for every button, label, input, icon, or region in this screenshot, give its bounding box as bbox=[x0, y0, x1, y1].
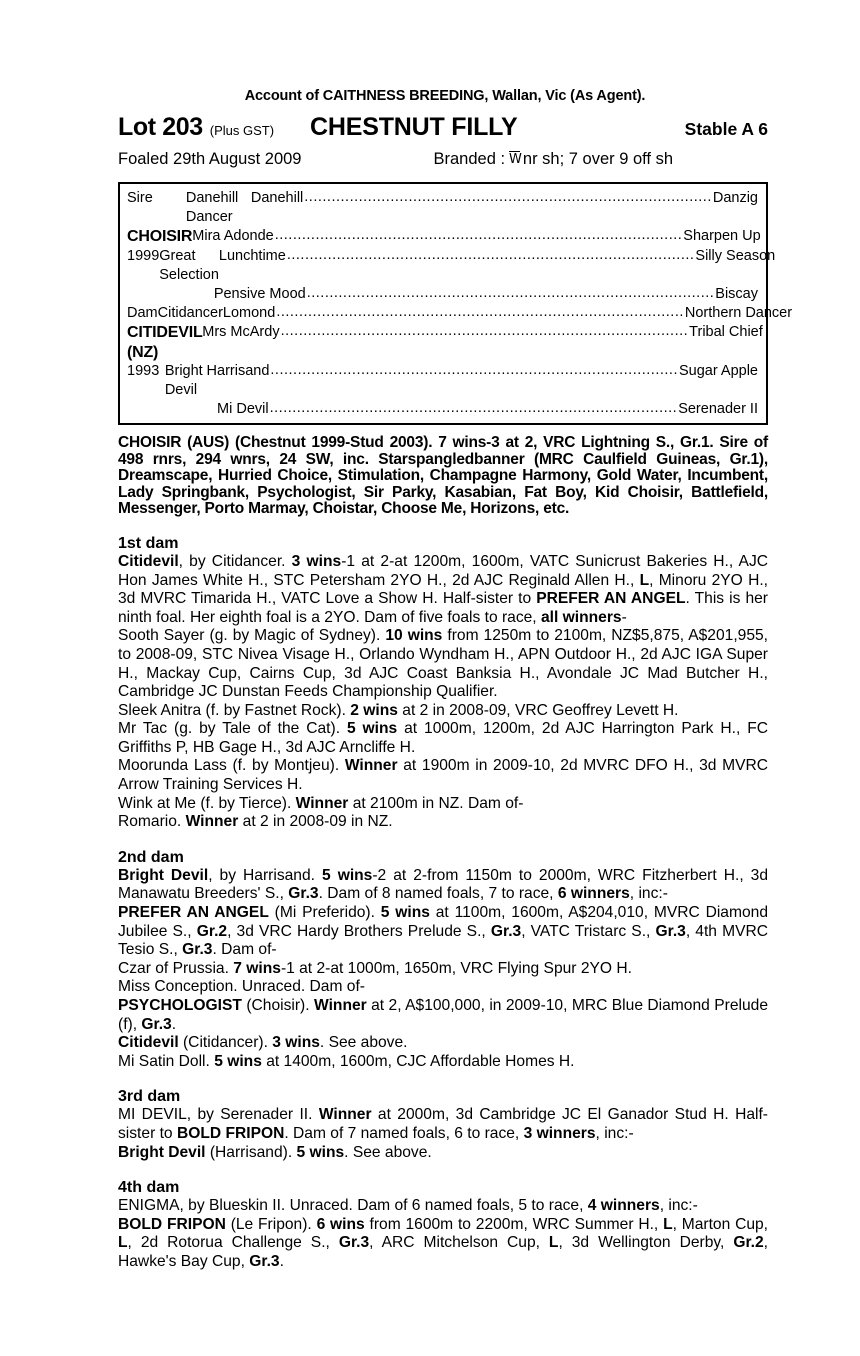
pedigree-cell-gen3 bbox=[207, 362, 766, 400]
pedigree-cell-gen3 bbox=[217, 400, 766, 419]
fourth-dam-heading: 4th dam bbox=[118, 1179, 180, 1197]
fourth-dam-main: ENIGMA, by Blueskin II. Unraced. Dam of 6 named foals, 5 to race, 4 winners, inc:- bbox=[118, 1197, 698, 1215]
first-dam-progeny-list bbox=[118, 627, 768, 832]
pedigree-cell-gen1: 1999 bbox=[127, 247, 160, 264]
pedigree-ancestor-name: Mrs McArdy bbox=[202, 324, 280, 341]
brand-mark-icon: W bbox=[509, 152, 520, 167]
second-dam-entry-list bbox=[118, 904, 768, 1071]
leader-dots: .......................................................................................... bbox=[274, 227, 683, 244]
second-dam-heading: 2nd dam bbox=[118, 848, 184, 866]
pedigree-ancestor-name: Mira Adonde bbox=[192, 228, 274, 245]
pedigree-ancestor-sire: Silly Season bbox=[695, 247, 776, 264]
pedigree-cell-gen1 bbox=[120, 400, 170, 419]
pedigree-ancestor-name: Lunchtime bbox=[218, 247, 286, 264]
lot-header-row bbox=[0, 113, 860, 142]
pedigree-cell-gen1: 1993 bbox=[127, 362, 160, 379]
pedigree-cell-gen2: Great Selection bbox=[159, 247, 219, 283]
pedigree-cell-gen1 bbox=[120, 285, 168, 304]
dam-entry: Mi Satin Doll. 5 wins at 1400m, 1600m, CJC Affordable Homes H. bbox=[118, 1052, 575, 1070]
pedigree-row bbox=[120, 227, 766, 246]
third-dam-block bbox=[118, 1106, 768, 1162]
stable-label: Stable A 6 bbox=[684, 119, 768, 139]
leader-dots: .......................................................................................... bbox=[280, 323, 689, 340]
first-dam-block bbox=[118, 553, 768, 832]
foaled-and-brand-row bbox=[0, 150, 860, 169]
branded-detail: nr sh; 7 over 9 off sh bbox=[522, 150, 674, 168]
progeny-sub-entry: Romario. Winner at 2 in 2008-09 in NZ. bbox=[118, 813, 393, 831]
fourth-dam-block bbox=[118, 1197, 768, 1271]
pedigree-ancestor-sire: Tribal Chief bbox=[689, 324, 763, 341]
third-dam-entry: Bright Devil (Harrisand). 5 wins. See above. bbox=[118, 1143, 432, 1161]
account-line: Account of CAITHNESS BREEDING, Wallan, Vic (As Agent). bbox=[244, 88, 646, 104]
progeny-entry: Wink at Me (f. by Tierce). Winner at 2100m in NZ. Dam of- bbox=[118, 794, 524, 812]
foaled-date: Foaled 29th August 2009 bbox=[118, 150, 302, 168]
pedigree-cell-gen2: Bright Devil bbox=[164, 362, 203, 399]
pedigree-ancestor-sire: Biscay bbox=[715, 286, 758, 303]
pedigree-cell-gen3 bbox=[219, 247, 783, 285]
pedigree-row bbox=[120, 246, 776, 285]
pedigree-ancestor-sire: Sugar Apple bbox=[678, 362, 758, 379]
dam-entry: PSYCHOLOGIST (Choisir). Winner at 2, A$100,000, in 2009-10, MRC Blue Diamond Prelude (f), Gr.3. bbox=[118, 997, 768, 1033]
pedigree-cell-gen1: CHOISIR bbox=[127, 228, 193, 246]
first-dam-heading: 1st dam bbox=[118, 534, 179, 552]
pedigree-ancestor-name: Danehill bbox=[250, 190, 304, 206]
dam-entry: Czar of Prussia. 7 wins-1 at 2-at 1000m, 1650m, VRC Flying Spur 2YO H. bbox=[118, 959, 632, 977]
pedigree-row bbox=[120, 285, 766, 304]
pedigree-row bbox=[120, 400, 766, 419]
gst-note: (Plus GST) bbox=[209, 123, 275, 138]
fourth-dam-entry: BOLD FRIPON (Le Fripon). 6 wins from 1600m to 2200m, WRC Summer H., L, Marton Cup, L, 2d Rotorua Challenge S., Gr.3, ARC Mitchelson Cup, L, 3d Wellington Derby, Gr.2, Hawke's Bay Cup, Gr.3. bbox=[118, 1215, 769, 1270]
progeny-entry: Mr Tac (g. by Tale of the Cat). 5 wins at 1000m, 1200m, 2d AJC Harrington Park H., FC Griffiths P, HB Gage H., 3d AJC Arncliffe H. bbox=[118, 720, 768, 756]
progeny-entry: Moorunda Lass (f. by Montjeu). Winner at 1900m in 2009-10, 2d MVRC DFO H., 3d MVRC Arrow Training Services H. bbox=[118, 757, 768, 794]
pedigree-row bbox=[120, 304, 793, 323]
dam-entry: Citidevil (Citidancer). 3 wins. See above. bbox=[118, 1034, 408, 1052]
branded-group bbox=[433, 150, 673, 169]
pedigree-cell-gen1: Sire bbox=[127, 190, 153, 206]
pedigree-cell-gen2 bbox=[170, 400, 217, 419]
sire-summary-paragraph: CHOISIR (AUS) (Chestnut 1999-Stud 2003). 7 wins-3 at 2, VRC Lightning S., Gr.1. Sire of 498 rnrs, 294 wnrs, 24 SW, inc. Starspangledbanner (MRC Caulfield Guineas, Gr.1), Dreamscape, Hurried Choice, Stimulation, Champagne Harmony, Gold Water, Incumbent, Lady Springbank, Psychologist, Sir Parky, Kasabian, Fat Boy, Kid Choisir, Battlefield, Messenger, Porto Marmay, Choistar, Choose Me, Horizons, etc. bbox=[118, 434, 768, 518]
leader-dots: .......................................................................................... bbox=[286, 246, 695, 263]
dam-entry: PREFER AN ANGEL (Mi Preferido). 5 wins at 1100m, 1600m, A$204,010, MVRC Diamond Jubilee S., Gr.2, 3d VRC Hardy Brothers Prelude S., Gr.3, VATC Tristarc S., Gr.3, 4th MVRC Tesio S., Gr.3. Dam of- bbox=[118, 904, 768, 959]
third-dam-main: MI DEVIL, by Serenader II. Winner at 2000m, 3d Cambridge JC El Ganador Stud H. Half-sister to BOLD FRIPON. Dam of 7 named foals, 6 to race, 3 winners, inc:- bbox=[118, 1106, 768, 1142]
leader-dots: .......................................................................................... bbox=[276, 304, 684, 321]
branded-label: Branded : bbox=[433, 150, 506, 168]
lot-number: Lot 203 bbox=[118, 113, 203, 141]
pedigree-cell-gen2: Citidancer bbox=[157, 305, 223, 322]
pedigree-cell-gen3 bbox=[214, 285, 766, 304]
pedigree-cell-gen3 bbox=[202, 323, 771, 361]
pedigree-ancestor-name: Harrisand bbox=[206, 362, 270, 379]
pedigree-cell-gen1: Dam bbox=[127, 305, 158, 322]
pedigree-ancestor-sire: Serenader II bbox=[678, 401, 758, 418]
pedigree-ancestor-sire: Northern Dancer bbox=[684, 305, 793, 322]
pedigree-row bbox=[120, 189, 766, 227]
second-dam-block bbox=[118, 867, 768, 1072]
pedigree-ancestor-name: Pensive Mood bbox=[213, 286, 306, 303]
pedigree-cell-gen3 bbox=[192, 227, 768, 246]
first-dam-main: Citidevil, by Citidancer. 3 wins-1 at 2-at 1200m, 1600m, VATC Sunicrust Bakeries H., AJC Hon James White H., STC Petersham 2YO H., 2d AJC Reginald Allen H., L, Minoru 2YO H., 3d MVRC Timarida H., VATC Love a Show H. Half-sister to PREFER AN ANGEL. This is her ninth foal. Her eighth foal is a 2YO. Dam of five foals to race, all winners- bbox=[118, 552, 769, 626]
leader-dots: .......................................................................................... bbox=[306, 285, 715, 302]
leader-dots: .......................................................................................... bbox=[304, 189, 712, 205]
pedigree-row bbox=[120, 362, 766, 400]
pedigree-ancestor-name: Mi Devil bbox=[217, 401, 269, 418]
pedigree-cell-gen2: Danehill Dancer bbox=[185, 190, 239, 226]
pedigree-table bbox=[118, 182, 793, 425]
pedigree-ancestor-sire: Danzig bbox=[712, 190, 758, 206]
pedigree-cell-gen3 bbox=[251, 189, 766, 227]
pedigree-ancestor-sire: Sharpen Up bbox=[683, 228, 761, 245]
second-dam-main: Bright Devil, by Harrisand. 5 wins-2 at 2-from 1150m to 2000m, WRC Fitzherbert H., 3d Manawatu Breeders' S., Gr.3. Dam of 8 named foals, 7 to race, 6 winners, inc:- bbox=[118, 866, 769, 903]
progeny-entry: Sooth Sayer (g. by Magic of Sydney). 10 wins from 1250m to 2100m, NZ$5,875, A$201,955, to 2008-09, STC Nivea Visage H., Orlando Wyndham H., APN Outdoor H., 2d AJC IGA Super H., Mackay Cup, Cairns Cup, 3d AJC Coast Banksia H., Avondale JC Mad Butcher H., Cambridge JC Dunstan Feeds Championship Qualifier. bbox=[118, 627, 769, 701]
leader-dots: .......................................................................................... bbox=[270, 361, 678, 378]
colour-and-sex: CHESTNUT FILLY bbox=[310, 113, 518, 141]
pedigree-cell-gen3 bbox=[223, 304, 800, 323]
pedigree-cell-gen2 bbox=[168, 285, 214, 304]
progeny-entry: Sleek Anitra (f. by Fastnet Rock). 2 wins at 2 in 2008-09, VRC Geoffrey Levett H. bbox=[118, 701, 679, 719]
pedigree-ancestor-name: Lomond bbox=[222, 305, 276, 322]
pedigree-cell-gen1: CITIDEVIL (NZ) bbox=[127, 324, 203, 361]
leader-dots: .......................................................................................... bbox=[269, 400, 678, 417]
dam-entry: Miss Conception. Unraced. Dam of- bbox=[118, 978, 365, 996]
third-dam-heading: 3rd dam bbox=[118, 1088, 181, 1106]
pedigree-row bbox=[120, 323, 766, 361]
